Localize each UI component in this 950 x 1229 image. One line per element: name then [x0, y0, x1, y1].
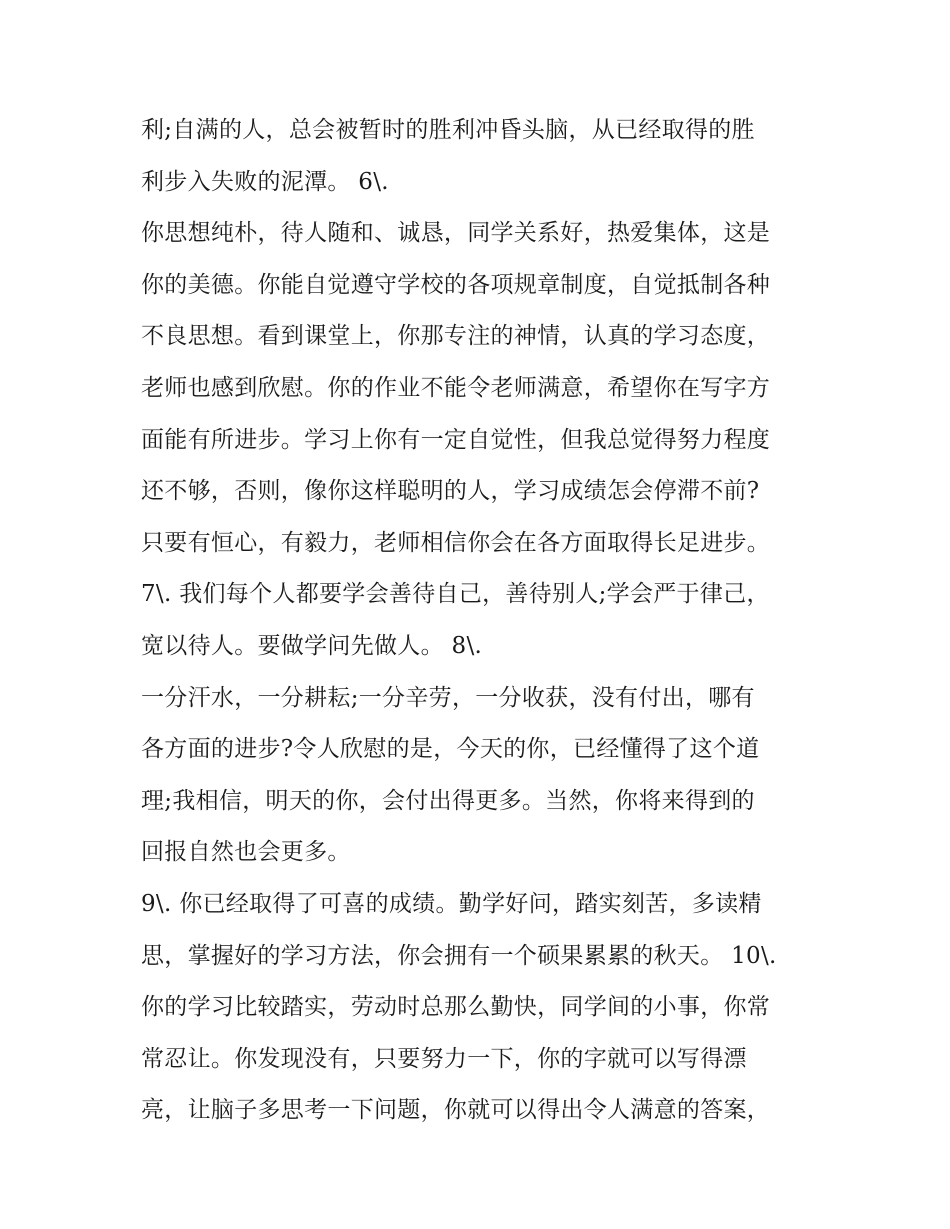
text-line: 老师也感到欣慰。你的作业不能令老师满意，希望你在写字方 — [141, 374, 771, 401]
text-line: 利步入失败的泥潭。 6\. — [141, 168, 389, 195]
text-line: 你的美德。你能自觉遵守学校的各项规章制度，自觉抵制各种 — [141, 271, 771, 298]
text-line: 一分汗水，一分耕耘;一分辛劳，一分收获，没有付出，哪有 — [141, 684, 755, 711]
text-line: 亮，让脑子多思考一下问题，你就可以得出令人满意的答案， — [141, 1097, 771, 1124]
text-line: 利;自满的人，总会被暂时的胜利冲昏头脑，从已经取得的胜 — [141, 117, 755, 143]
text-line: 回报自然也会更多。 — [141, 839, 351, 866]
text-line: 7\. 我们每个人都要学会善待自己，善待别人;学会严于律己， — [141, 581, 770, 608]
text-line: 你的学习比较踏实，劳动时总那么勤快，同学间的小事，你常 — [141, 994, 771, 1021]
text-line: 理;我相信，明天的你，会付出得更多。当然，你将来得到的 — [141, 787, 755, 814]
text-line: 宽以待人。要做学问先做人。 8\. — [141, 632, 483, 659]
text-line: 还不够，否则，像你这样聪明的人，学习成绩怎会停滞不前? — [141, 478, 760, 505]
text-line: 面能有所进步。学习上你有一定自觉性，但我总觉得努力程度 — [141, 426, 771, 453]
text-line: 不良思想。看到课堂上，你那专注的神情，认真的学习态度， — [141, 323, 771, 350]
text-line: 各方面的进步?令人欣慰的是，今天的你，已经懂得了这个道 — [141, 736, 760, 763]
text-line: 思，掌握好的学习方法，你会拥有一个硕果累累的秋天。 10\. — [141, 942, 777, 969]
text-line: 常忍让。你发现没有，只要努力一下，你的字就可以写得漂 — [141, 1045, 747, 1072]
document-body — [141, 105, 821, 1137]
text-line: 你思想纯朴，待人随和、诚恳，同学关系好，热爱集体，这是 — [141, 220, 771, 247]
text-line: 9\. 你已经取得了可喜的成绩。勤学好问，踏实刻苦，多读精 — [141, 890, 762, 917]
text-line: 只要有恒心，有毅力，老师相信你会在各方面取得长足进步。 — [141, 529, 771, 556]
